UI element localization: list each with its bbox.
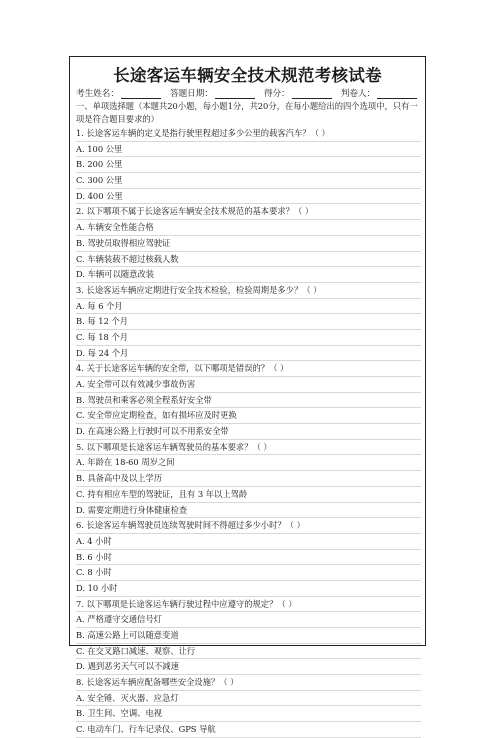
answer-option[interactable]: B. 驾驶员和乘客必须全程系好安全带	[76, 393, 421, 409]
exam-info-row	[76, 87, 422, 99]
answer-option[interactable]: B. 具备高中及以上学历	[76, 471, 421, 487]
answer-option[interactable]: C. 安全带应定期检查，如有损坏应及时更换	[76, 408, 421, 424]
answer-option[interactable]: C. 持有相应车型的驾驶证，且有 3 年以上驾龄	[76, 487, 421, 503]
answer-option[interactable]: D. 每 24 个月	[76, 346, 421, 362]
answer-blank[interactable]	[215, 90, 255, 99]
info-label: 考生姓名：	[76, 89, 119, 99]
answer-option[interactable]: D. 10 小时	[76, 581, 421, 597]
answer-blank[interactable]	[292, 90, 332, 99]
answer-option[interactable]: D. 需要定期进行身体健康检查	[76, 503, 421, 519]
answer-option[interactable]: A. 100 公里	[76, 142, 421, 158]
answer-option[interactable]: A. 年龄在 18-60 周岁之间	[76, 455, 421, 471]
answer-option[interactable]: A. 每 6 个月	[76, 299, 421, 315]
answer-option[interactable]: A. 4 小时	[76, 534, 421, 550]
answer-option[interactable]: B. 卫生间、空调、电视	[76, 706, 421, 722]
answer-option[interactable]: B. 每 12 个月	[76, 314, 421, 330]
answer-option[interactable]: D. 在高速公路上行驶时可以不用系安全带	[76, 424, 421, 440]
info-date-field[interactable]	[170, 87, 255, 99]
answer-option[interactable]: C. 每 18 个月	[76, 330, 421, 346]
question-stem: 8. 长途客运车辆应配备哪些安全设施？（ ）	[76, 675, 421, 691]
answer-option[interactable]: B. 驾驶员取得相应驾驶证	[76, 236, 421, 252]
info-label: 答题日期：	[169, 89, 213, 99]
info-grader-field[interactable]	[341, 87, 417, 99]
answer-option[interactable]: C. 车辆装载不超过核载人数	[76, 252, 421, 268]
answer-option[interactable]: A. 安全带可以有效减少事故伤害	[76, 377, 421, 393]
answer-option[interactable]: D. 遇到恶劣天气可以不减速	[76, 659, 421, 675]
answer-blank[interactable]	[121, 90, 161, 99]
answer-option[interactable]: C. 300 公里	[76, 173, 421, 189]
info-score-field[interactable]	[264, 87, 332, 99]
section-instructions: 一、单项选择题（本题共20小题，每小题1分，共20分，在每小题给出的四个选项中，只有一项是符合题目要求的）	[76, 101, 418, 124]
question-stem: 2. 以下哪项不属于长途客运车辆安全技术规范的基本要求？（ ）	[76, 204, 421, 220]
question-stem: 7. 以下哪项是长途客运车辆行驶过程中应遵守的规定？（ ）	[76, 597, 421, 613]
answer-option[interactable]: C. 8 小时	[76, 565, 421, 581]
question-stem: 4. 关于长途客运车辆的安全带，以下哪项是错误的？（ ）	[76, 361, 421, 377]
page-title: 长途客运车辆安全技术规范考核试卷	[113, 66, 382, 85]
question-stem: 6. 长途客运车辆驾驶员连续驾驶时间不得超过多少小时？（ ）	[76, 518, 421, 534]
answer-option[interactable]: A. 车辆安全性能合格	[76, 220, 421, 236]
answer-blank[interactable]	[377, 90, 417, 99]
answer-option[interactable]: A. 安全锤、灭火器、应急灯	[76, 691, 421, 707]
question-stem: 5. 以下哪项是长途客运车辆驾驶员的基本要求？（ ）	[76, 440, 421, 456]
info-label: 得分：	[263, 89, 290, 99]
answer-option[interactable]: A. 严格遵守交通信号灯	[76, 612, 421, 628]
answer-option[interactable]: D. 车辆可以随意改装	[76, 267, 421, 283]
question-list	[76, 126, 421, 738]
answer-option[interactable]: D. 400 公里	[76, 189, 421, 205]
answer-option[interactable]: C. 在交叉路口减速、观察、让行	[76, 644, 421, 660]
answer-option[interactable]: B. 高速公路上可以随意变道	[76, 628, 421, 644]
question-stem: 3. 长途客运车辆应定期进行安全技术检验，检验周期是多少？（ ）	[76, 283, 421, 299]
question-stem: 1. 长途客运车辆的定义是指行驶里程超过多少公里的载客汽车？（ ）	[76, 126, 421, 142]
answer-option[interactable]: B. 6 小时	[76, 550, 421, 566]
answer-option[interactable]: B. 200 公里	[76, 157, 421, 173]
info-label: 判卷人：	[340, 89, 376, 99]
info-name-field[interactable]	[76, 87, 161, 99]
answer-option[interactable]: C. 电动车门、行车记录仪、GPS 导航	[76, 722, 421, 738]
